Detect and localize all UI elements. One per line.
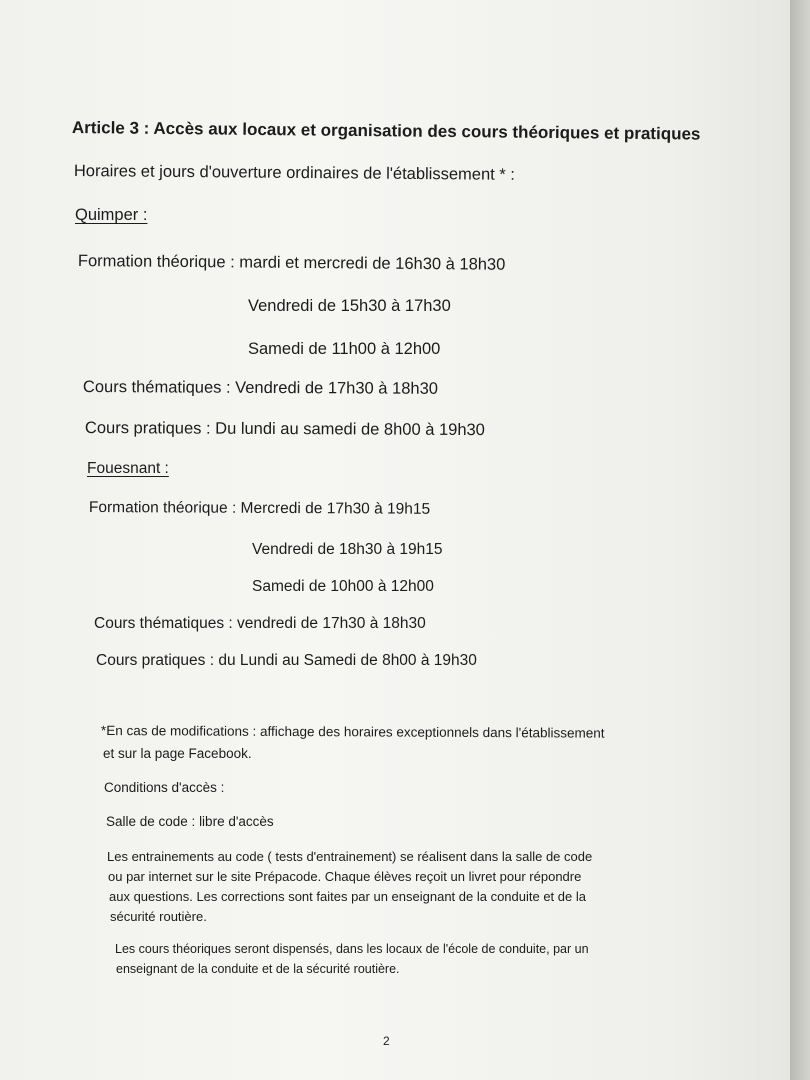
training-paragraph-line-3: aux questions. Les corrections sont faites par un enseignant de la conduite et de la xyxy=(109,889,586,904)
training-paragraph-line-4: sécurité routière. xyxy=(110,909,207,924)
quimper-theory-line-3: Samedi de 11h00 à 12h00 xyxy=(248,340,441,358)
code-room-access: Salle de code : libre d'accès xyxy=(106,814,274,829)
fouesnant-practical: Cours pratiques : du Lundi au Samedi de 8h00 à 19h30 xyxy=(96,652,477,669)
training-paragraph-line-1: Les entrainements au code ( tests d'entrainement) se réalisent dans la salle de code xyxy=(107,849,593,864)
fouesnant-theory-line-3: Samedi de 10h00 à 12h00 xyxy=(252,578,434,595)
quimper-practical: Cours pratiques : Du lundi au samedi de 8h00 à 19h30 xyxy=(84,419,485,440)
theory-paragraph-line-2: enseignant de la conduite et de la sécurité routière. xyxy=(116,962,400,976)
theory-paragraph-line-1: Les cours théoriques seront dispensés, dans les locaux de l'école de conduite, par un xyxy=(115,942,589,956)
fouesnant-theory-line-1: Formation théorique : Mercredi de 17h30 à 19h15 xyxy=(88,499,431,518)
training-paragraph-line-2: ou par internet sur le site Prépacode. Chaque élèves reçoit un livret pour répondre xyxy=(108,869,582,884)
opening-hours-intro: Horaires et jours d'ouverture ordinaires de l'établissement * : xyxy=(73,162,515,184)
page-number: 2 xyxy=(383,1034,390,1048)
quimper-theory-line-1: Formation théorique : mardi et mercredi de 16h30 à 18h30 xyxy=(77,252,506,274)
fouesnant-thematic: Cours thématiques : vendredi de 17h30 à 18h30 xyxy=(94,615,426,632)
quimper-theory-line-2: Vendredi de 15h30 à 17h30 xyxy=(248,297,451,315)
article-title: Article 3 : Accès aux locaux et organisation des cours théoriques et pratiques xyxy=(71,118,701,144)
quimper-heading: Quimper : xyxy=(75,206,148,224)
modification-note-line-1: *En cas de modifications : affichage des horaires exceptionnels dans l'établissement xyxy=(100,723,605,741)
modification-note-line-2: et sur la page Facebook. xyxy=(103,746,252,761)
page-edge-shadow xyxy=(790,0,810,1080)
quimper-thematic: Cours thématiques : Vendredi de 17h30 à 18h30 xyxy=(82,378,439,398)
fouesnant-heading: Fouesnant : xyxy=(87,460,169,477)
access-conditions-heading: Conditions d'accès : xyxy=(104,780,225,795)
fouesnant-theory-line-2: Vendredi de 18h30 à 19h15 xyxy=(252,541,443,558)
